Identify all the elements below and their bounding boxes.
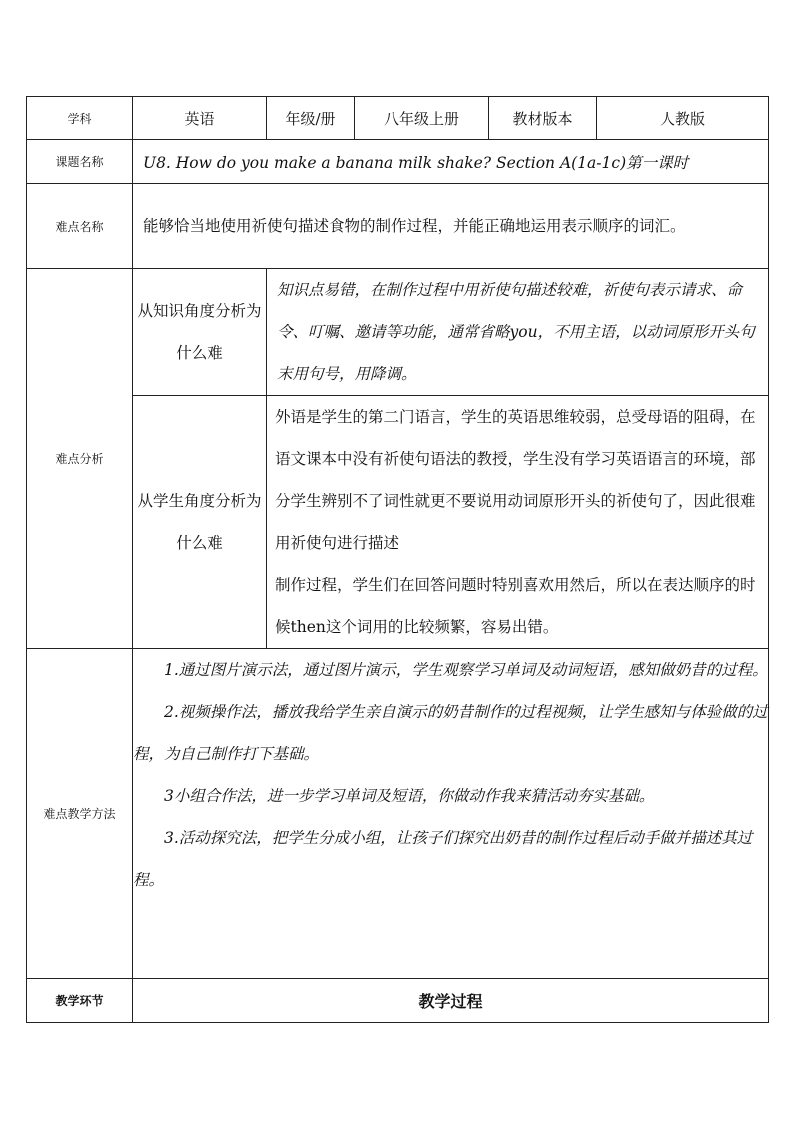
edition-value: 人教版: [597, 97, 769, 140]
method-item: 3.活动探究法，把学生分成小组，让孩子们探究出奶昔的制作过程后动手做并描述其过程。: [133, 829, 753, 889]
grade-value: 八年级上册: [355, 97, 489, 140]
method-item: 1.通过图片演示法，通过图片演示，学生观察学习单词及动词短语，感知做奶昔的过程。: [164, 661, 768, 679]
process-label: 教学环节: [27, 979, 133, 1023]
knowledge-angle-text: [267, 269, 769, 396]
methods-row: [27, 649, 769, 979]
lesson-title: U8. How do you make a banana milk shake? Section A(1a-1c)第一课时: [133, 140, 769, 184]
analysis-label: 难点分析: [27, 269, 133, 649]
grade-label: 年级/册: [267, 97, 355, 140]
method-item: 2.视频操作法，播放我给学生亲自演示的奶昔制作的过程视频，让学生感知与体验做的过程，为自己制作打下基础。: [133, 703, 768, 763]
lesson-plan-table: [26, 96, 769, 1023]
knowledge-angle-content: 知识点易错，在制作过程中用祈使句描述较难，祈使句表示请求、命令、叮嘱、邀请等功能，通常省略you，不用主语，以动词原形开头句末用句号，用降调。: [277, 281, 755, 383]
student-angle-text: [267, 396, 769, 649]
edition-label: 教材版本: [489, 97, 597, 140]
difficulty-row: [27, 184, 769, 269]
difficulty-label: 难点名称: [27, 184, 133, 269]
method-item: 3小组合作法，进一步学习单词及短语，你做动作我来猜活动夯实基础。: [164, 787, 655, 805]
difficulty-text: 能够恰当地使用祈使句描述食物的制作过程，并能正确地运用表示顺序的词汇。: [133, 184, 769, 269]
methods-label: 难点教学方法: [27, 649, 133, 979]
student-angle-paragraph-2: 制作过程，学生们在回答问题时特别喜欢用然后，所以在表达顺序的时候then这个词用的比较频繁，容易出错。: [275, 576, 756, 636]
analysis-knowledge-row: [27, 269, 769, 396]
lesson-row: [27, 140, 769, 184]
subject-value: 英语: [133, 97, 267, 140]
process-title: 教学过程: [133, 979, 769, 1023]
header-row: [27, 97, 769, 140]
methods-text: [133, 649, 769, 979]
student-angle-label: 从学生角度分析为什么难: [133, 396, 267, 649]
process-row: [27, 979, 769, 1023]
analysis-student-row: [27, 396, 769, 649]
knowledge-angle-label: 从知识角度分析为什么难: [133, 269, 267, 396]
student-angle-paragraph-1: 外语是学生的第二门语言，学生的英语思维较弱，总受母语的阻碍，在语文课本中没有祈使句语法的教授，学生没有学习英语语言的环境，部分学生辨别不了词性就更不要说用动词原形开头的祈使句了，因此很难用祈使句进行描述: [275, 408, 756, 552]
lesson-label: 课题名称: [27, 140, 133, 184]
subject-label: 学科: [27, 97, 133, 140]
